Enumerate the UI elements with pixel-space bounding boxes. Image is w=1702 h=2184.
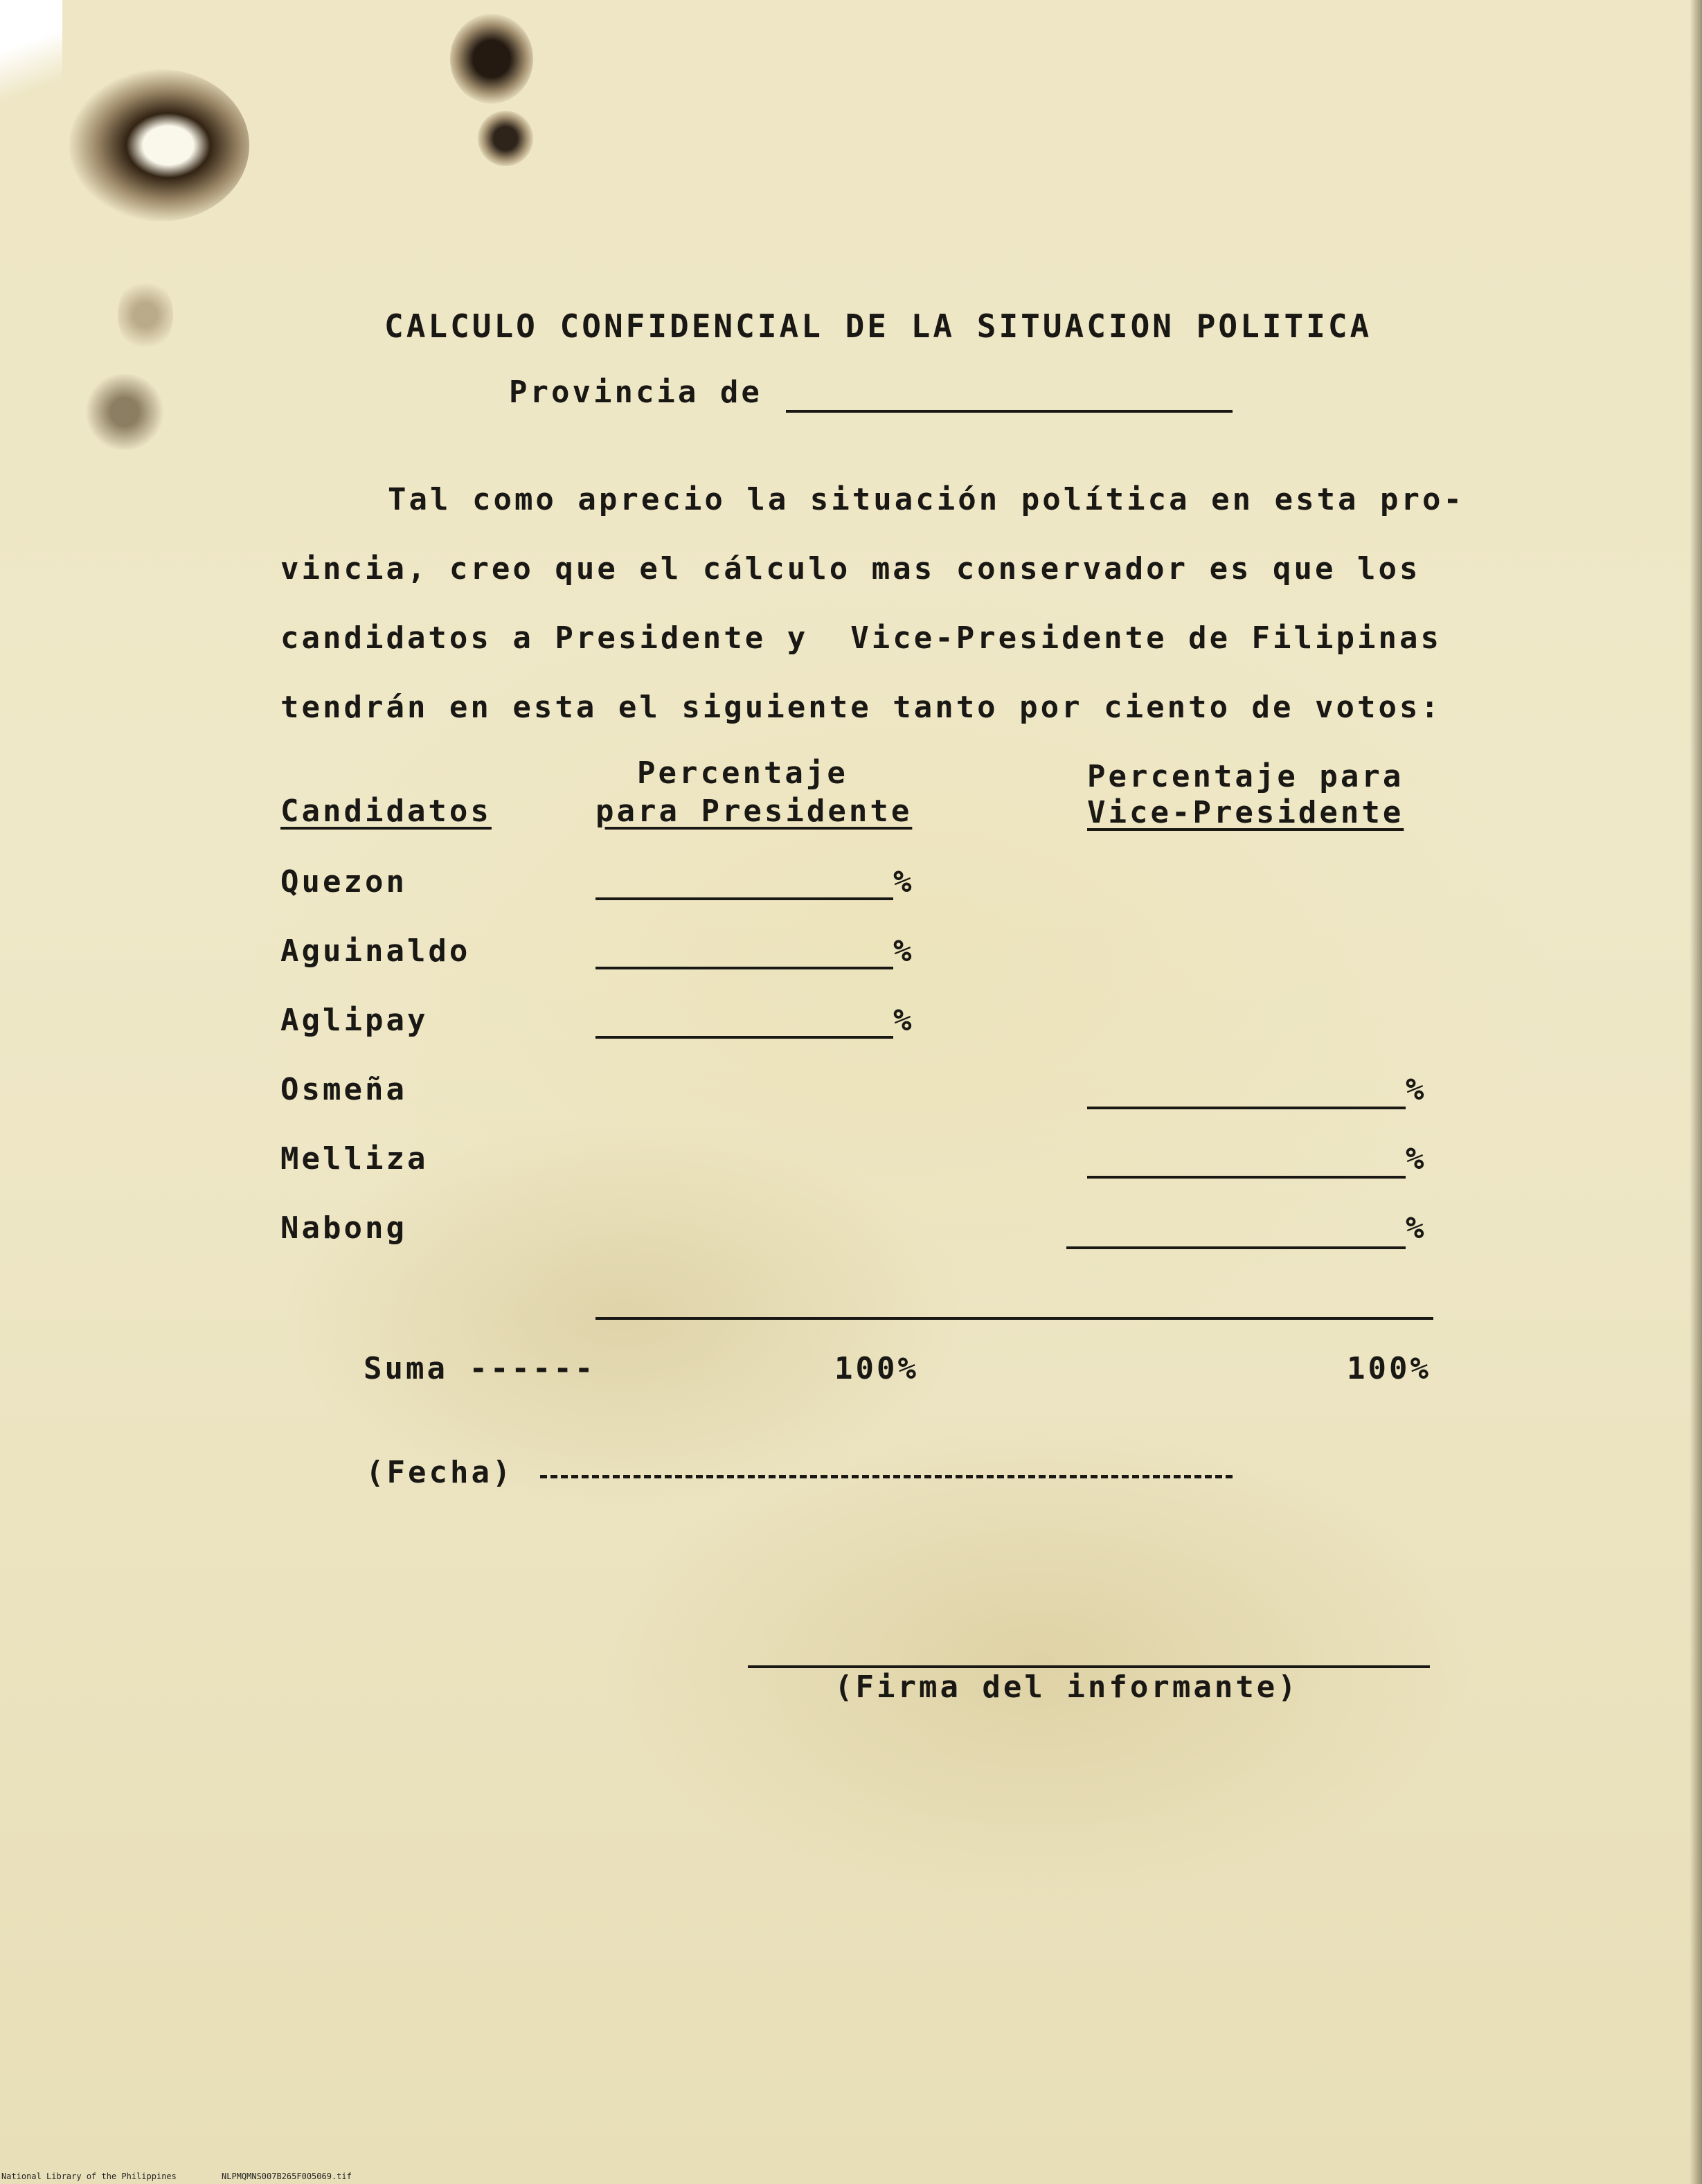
burn-hole-stain — [69, 69, 249, 222]
sum-label: Suma ------ — [364, 1351, 596, 1386]
date-label: (Fecha) — [366, 1455, 514, 1490]
percent-sign: % — [1406, 1141, 1424, 1176]
document-title: CALCULO CONFIDENCIAL DE LA SITUACION POLITICA — [384, 307, 1372, 345]
header-vice-line1: Percentaje para — [1087, 759, 1404, 794]
candidate-aglipay: Aglipay — [280, 1003, 429, 1038]
percent-sign: % — [1406, 1210, 1424, 1246]
blank-nabong — [1066, 1246, 1406, 1249]
footer-filename: NLPMQMNS007B265F005069.tif — [222, 2172, 352, 2181]
candidate-nabong: Nabong — [280, 1210, 407, 1246]
intro-line-3: candidatos a Presidente y Vice-Presidente de Filipinas — [280, 620, 1442, 656]
footer-library: National Library of the Philippines — [1, 2172, 177, 2181]
candidate-aguinaldo: Aguinaldo — [280, 933, 471, 969]
intro-line-2: vincia, creo que el cálculo mas conservador es que los — [280, 551, 1421, 587]
percent-sign: % — [893, 864, 912, 899]
page-edge-shadow — [1690, 0, 1702, 2184]
blank-osmena — [1087, 1107, 1406, 1109]
header-vice-line2: Vice-Presidente — [1087, 795, 1404, 830]
candidate-osmena: Osmeña — [280, 1072, 407, 1107]
signature-label: (Firma del informante) — [834, 1670, 1299, 1705]
blank-aguinaldo — [595, 967, 893, 969]
province-blank — [786, 410, 1233, 413]
torn-corner — [0, 0, 62, 125]
province-label: Provincia de — [509, 375, 762, 410]
sum-rule — [595, 1317, 1433, 1320]
percent-sign: % — [893, 1003, 912, 1038]
sum-vice: 100% — [1347, 1351, 1431, 1386]
intro-line-1: Tal como aprecio la situación política en esta pro- — [388, 482, 1465, 517]
header-candidates: Candidatos — [280, 794, 492, 829]
burn-stain — [450, 14, 533, 104]
burn-stain — [83, 374, 166, 450]
header-president-line1: Percentaje — [637, 755, 848, 791]
blank-aglipay — [595, 1036, 893, 1039]
percent-sign: % — [1406, 1072, 1424, 1107]
blank-quezon — [595, 897, 893, 900]
candidate-quezon: Quezon — [280, 864, 407, 899]
sum-president: 100% — [834, 1351, 919, 1386]
percent-sign: % — [893, 933, 912, 969]
intro-line-4: tendrán en esta el siguiente tanto por ciento de votos: — [280, 690, 1442, 725]
header-president-line2: para Presidente — [595, 794, 913, 829]
burn-stain — [118, 277, 173, 353]
signature-line — [748, 1665, 1430, 1668]
blank-melliza — [1087, 1176, 1406, 1179]
candidate-melliza: Melliza — [280, 1141, 429, 1176]
date-blank — [540, 1475, 1233, 1478]
burn-stain — [478, 111, 533, 166]
